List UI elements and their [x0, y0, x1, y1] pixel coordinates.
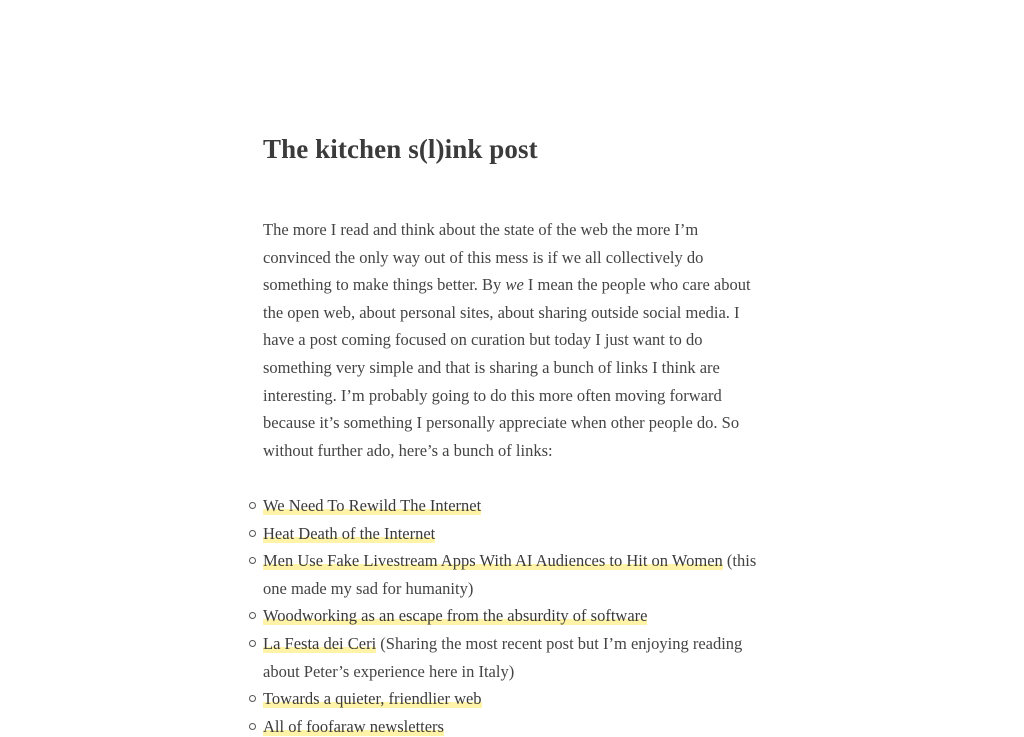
- bullet-circle-icon: [249, 530, 256, 537]
- bullet-circle-icon: [249, 557, 256, 564]
- list-item: [263, 602, 758, 630]
- list-item: [263, 492, 758, 520]
- bullet-circle-icon: [249, 640, 256, 647]
- list-item: [263, 547, 758, 602]
- link-rewild-internet[interactable]: We Need To Rewild The Internet: [263, 496, 482, 515]
- list-item: [263, 713, 758, 737]
- bullet-circle-icon: [249, 723, 256, 730]
- link-note: (this one made my sad for humanity): [263, 551, 757, 598]
- intro-text-1: The more I read and think about the state of the web the more I’m convinced the only way out of this mess is if we all collectively do something to make things better. By: [263, 220, 704, 295]
- bullet-circle-icon: [249, 695, 256, 702]
- intro-text-2: I mean the people who care about the open web, about personal sites, about sharing outside social media. I have a post coming focused on curation but today I just want to do something very simple and that is sharing a bunch of links I think are interesting. I’m probably going to do this more often moving forward because it’s something I personally appreciate when other people do. So without further ado, here’s a bunch of links:: [263, 275, 751, 460]
- link-note: (Sharing the most recent post but I’m enjoying reading about Peter’s experience here in Italy): [263, 633, 743, 681]
- intro-emphasis: we: [505, 275, 524, 295]
- link-foofaraw-newsletters[interactable]: All of foofaraw newsletters: [263, 716, 444, 736]
- list-item: [263, 520, 758, 548]
- link-festa-dei-ceri[interactable]: La Festa dei Ceri: [263, 633, 377, 653]
- list-item: [263, 685, 758, 713]
- post-intro: [263, 216, 755, 464]
- link-woodworking[interactable]: Woodworking as an escape from the absurdity of software: [263, 606, 648, 626]
- post-title: The kitchen s(l)ink post: [263, 134, 538, 164]
- link-heat-death[interactable]: Heat Death of the Internet: [263, 523, 436, 543]
- link-list: [263, 492, 758, 737]
- list-item: [263, 630, 758, 685]
- bullet-circle-icon: [249, 502, 256, 509]
- bullet-circle-icon: [249, 612, 256, 619]
- link-fake-livestream[interactable]: Men Use Fake Livestream Apps With AI Audiences to Hit on Women: [263, 551, 723, 571]
- link-quieter-web[interactable]: Towards a quieter, friendlier web: [263, 689, 482, 709]
